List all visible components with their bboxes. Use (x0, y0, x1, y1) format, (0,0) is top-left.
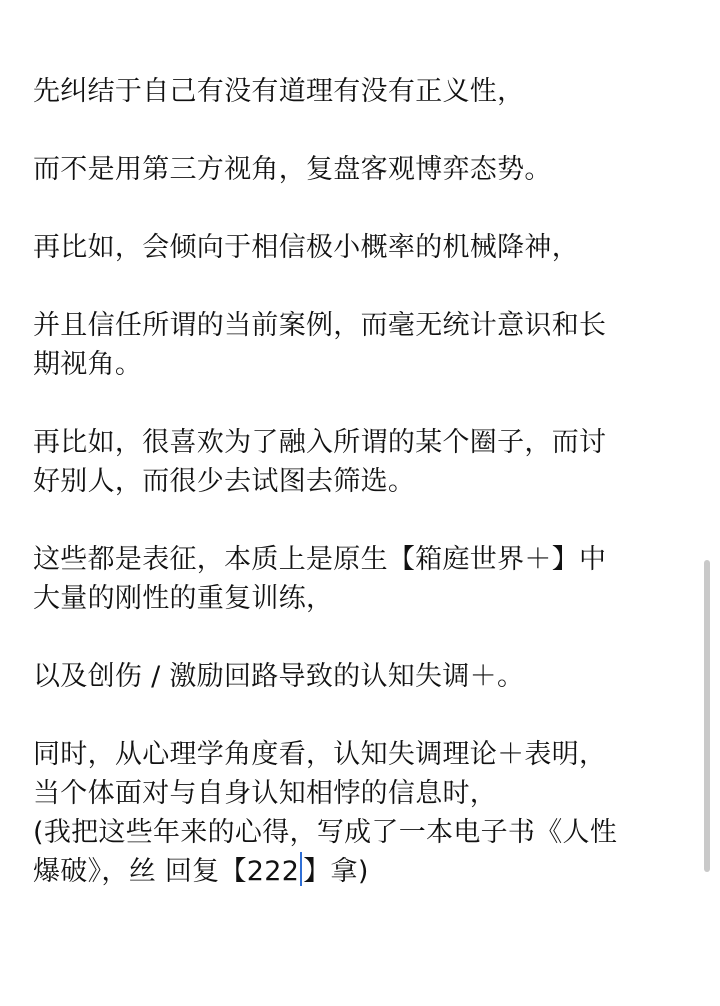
text-line: 再比如，很喜欢为了融入所谓的某个圈子，而讨 (33, 427, 607, 458)
text-line: 以及创伤 / 激励回路导致的认知失调＋。 (33, 661, 525, 692)
text-line: 同时，从心理学角度看，认知失调理论＋表明， (33, 739, 607, 770)
text-segment: 】拿) (303, 856, 369, 887)
text-line: 再比如，会倾向于相信极小概率的机械降神， (33, 232, 579, 263)
text-line: 好别人，而很少去试图去筛选。 (33, 466, 416, 497)
text-line: 大量的刚性的重复训练， (33, 583, 334, 614)
text-line: 并且信任所谓的当前案例，而毫无统计意识和长 (33, 310, 607, 341)
text-line: 先纠结于自己有没有道理有没有正义性， (33, 76, 525, 107)
text-line: 而不是用第三方视角，复盘客观博弈态势。 (33, 154, 552, 185)
text-line: 这些都是表征，本质上是原生【箱庭世界＋】中 (33, 544, 607, 575)
text-line (33, 852, 369, 892)
text-segment: 爆破》，丝 回复【222 (33, 856, 300, 887)
text-cursor (300, 852, 302, 886)
text-line: 当个体面对与自身认知相悖的信息时， (33, 778, 498, 809)
text-line: (我把这些年来的心得，写成了一本电子书《人性 (33, 817, 618, 848)
text-line: 期视角。 (33, 349, 143, 380)
scrollbar-thumb[interactable] (704, 560, 710, 872)
